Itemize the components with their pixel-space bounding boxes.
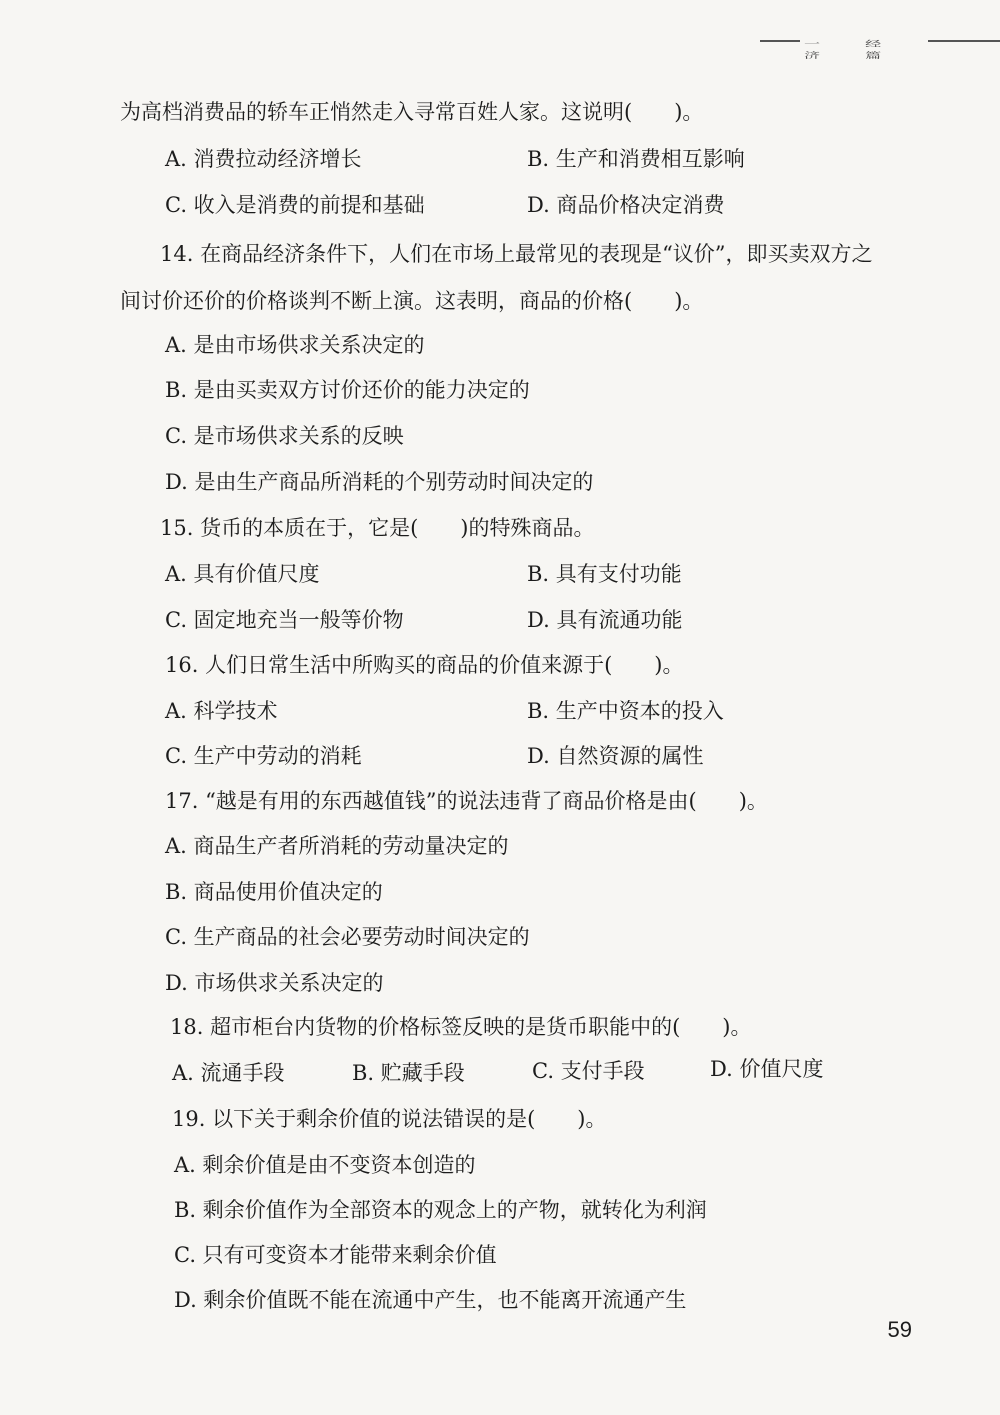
q14-stem-line1: 14. 在商品经济条件下，人们在市场上最常见的表现是“议价”，即买卖双方之 <box>160 242 873 266</box>
q17-option-b: B. 商品使用价值决定的 <box>165 880 383 904</box>
q19-option-b: B. 剩余价值作为全部资本的观念上的产物，就转化为利润 <box>174 1198 707 1222</box>
q19-option-a: A. 剩余价值是由不变资本创造的 <box>174 1153 476 1177</box>
q13-option-c: C. 收入是消费的前提和基础 <box>165 193 425 217</box>
q15-option-d: D. 具有流通功能 <box>527 608 683 632</box>
q17-option-a: A. 商品生产者所消耗的劳动量决定的 <box>165 834 509 858</box>
q14-option-c: C. 是市场供求关系的反映 <box>165 424 404 448</box>
q17-option-c: C. 生产商品的社会必要劳动时间决定的 <box>165 925 530 949</box>
running-header: 一 经 济 篇 <box>800 38 928 61</box>
q15-option-a: A. 具有价值尺度 <box>165 562 320 586</box>
q16-stem: 16. 人们日常生活中所购买的商品的价值来源于( )。 <box>165 653 684 677</box>
q17-option-d: D. 市场供求关系决定的 <box>165 971 384 995</box>
q14-stem-line2: 间讨价还价的价格谈判不断上演。这表明，商品的价格( )。 <box>120 289 704 313</box>
q15-option-b: B. 具有支付功能 <box>527 562 682 586</box>
q14-option-d: D. 是由生产商品所消耗的个别劳动时间决定的 <box>165 470 594 494</box>
q16-option-b: B. 生产中资本的投入 <box>527 699 724 723</box>
q15-option-c: C. 固定地充当一般等价物 <box>165 608 404 632</box>
q14-option-a: A. 是由市场供求关系决定的 <box>165 333 425 357</box>
q13-option-a: A. 消费拉动经济增长 <box>165 147 362 171</box>
q19-option-d: D. 剩余价值既不能在流通中产生，也不能离开流通产生 <box>174 1288 687 1312</box>
q16-option-d: D. 自然资源的属性 <box>527 744 704 768</box>
q18-option-d: D. 价值尺度 <box>710 1057 824 1081</box>
q19-option-c: C. 只有可变资本才能带来剩余价值 <box>174 1243 497 1267</box>
q13-option-d: D. 商品价格决定消费 <box>527 193 725 217</box>
q14-option-b: B. 是由买卖双方讨价还价的能力决定的 <box>165 378 530 402</box>
q18-option-c: C. 支付手段 <box>532 1059 645 1083</box>
q18-option-b: B. 贮藏手段 <box>352 1061 465 1085</box>
q18-stem: 18. 超市柜台内货物的价格标签反映的是货币职能中的( )。 <box>170 1015 752 1039</box>
q15-stem: 15. 货币的本质在于，它是( )的特殊商品。 <box>160 516 595 540</box>
q18-option-a: A. 流通手段 <box>172 1061 285 1085</box>
q19-stem: 19. 以下关于剩余价值的说法错误的是( )。 <box>172 1107 607 1131</box>
q13-option-b: B. 生产和消费相互影响 <box>527 147 745 171</box>
question-13-stem-end: 为高档消费品的轿车正悄然走入寻常百姓人家。这说明( )。 <box>120 100 704 124</box>
page-number: 59 <box>887 1317 912 1342</box>
q16-option-c: C. 生产中劳动的消耗 <box>165 744 362 768</box>
q16-option-a: A. 科学技术 <box>165 699 278 723</box>
q17-stem: 17. “越是有用的东西越值钱”的说法违背了商品价格是由( )。 <box>165 789 768 813</box>
